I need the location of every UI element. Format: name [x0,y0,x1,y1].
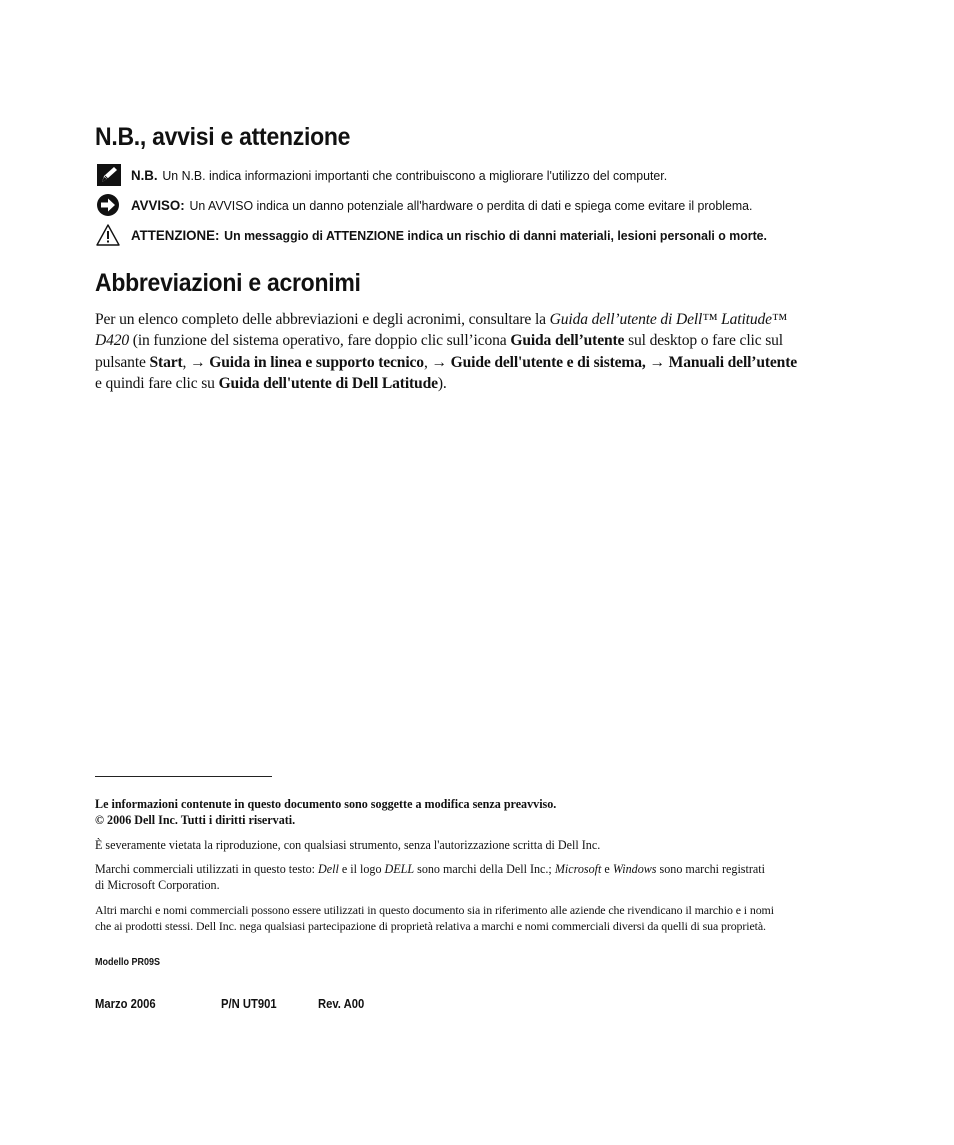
abbreviations-heading: Abbreviazioni e acronimi [95,269,361,297]
other-marks-line: che ai prodotti stessi. Dell Inc. nega qualsiasi partecipazione di proprietà relativa a marchi e nomi commerciali diversi da quelli di sua proprietà. [95,918,766,933]
note-nb-text: Un N.B. indica informazioni importanti che contribuiscono a migliorare l'utilizzo del computer. [162,168,668,183]
note-nb-label: N.B. [131,167,158,183]
text-run: sono marchi della Dell Inc.; [414,862,555,876]
notices-heading: N.B., avvisi e attenzione [95,123,351,151]
text-run: e quindi fare clic su [95,374,219,392]
notice-avviso [96,193,785,217]
reproduction-notice [95,838,895,854]
text-run: ). [437,374,447,392]
paragraph-line [95,309,887,330]
trademark-dell-logo: DELL [384,862,415,876]
user-system-guides-label: Guide dell'utente e di sistema, [450,353,646,371]
caution-attenzione [96,223,800,247]
text-run: pulsante [95,353,150,371]
caution-attenzione-label: ATTENZIONE: [131,227,220,243]
text-run: Marchi commerciali utilizzati in questo testo: [95,862,318,876]
dell-latitude-guide-label: Guida dell'utente di Dell Latitude [218,374,438,392]
start-label: Start [149,353,183,371]
text-run: e il logo [338,862,385,876]
trademarks-line [95,862,895,878]
caution-attenzione-text: Un messaggio di ATTENZIONE indica un rischio di danni materiali, lesioni personali o morte. [224,228,767,243]
abbreviations-paragraph [95,309,887,394]
model-number: Modello PR09S [95,957,161,968]
text-run: , → [182,353,210,371]
model-italic: D420 [95,332,130,350]
text-run: (in funzione del sistema operativo, fare doppio clic sull’icona [129,332,511,350]
text-run: sul desktop o fare clic sul [624,332,783,350]
notice-avviso-text: Un AVVISO indica un danno potenziale all'hardware o perdita di dati e spiega come evitare il problema. [189,198,753,213]
text-run: e [601,862,613,876]
paragraph-line [95,330,887,351]
guide-title-italic: Guida dell’utente di Dell™ Latitude™ [549,311,788,328]
pencil-note-icon [96,163,122,187]
trademark-microsoft: Microsoft [554,862,602,876]
copyright-text: © 2006 Dell Inc. Tutti i diritti riservati. [95,812,296,827]
legal-notice [95,797,895,828]
user-guide-icon-label: Guida dell’utente [510,332,625,350]
arrow-circle-notice-icon [96,193,122,217]
user-manuals-label: Manuali dell’utente [668,353,798,371]
paragraph-line [95,373,887,394]
text-run: , → [423,353,451,371]
other-marks-notice [95,903,895,934]
revision: Rev. A00 [318,997,365,1011]
warning-triangle-icon [96,223,122,247]
notice-avviso-label: AVVISO: [131,197,185,213]
other-marks-line: Altri marchi e nomi commerciali possono essere utilizzati in questo documento sia in riferimento alle aziende che rivendicano il marchio e i nomi [95,903,774,917]
note-nb [96,163,695,187]
trademark-dell: Dell [318,862,339,876]
release-date: Marzo 2006 [95,997,156,1011]
trademark-windows: Windows [612,862,657,876]
trademarks-notice [95,862,895,893]
text-run: Per un elenco completo delle abbreviazioni e degli acronimi, consultare la [95,311,550,328]
help-support-label: Guida in linea e supporto tecnico [209,353,424,371]
paragraph-line [95,352,887,373]
reproduction-text: È severamente vietata la riproduzione, con qualsiasi strumento, senza l'autorizzazione scritta di Dell Inc. [95,838,601,852]
footnote-divider [95,776,272,777]
part-number: P/N UT901 [221,997,277,1011]
text-run: sono marchi registrati [656,862,765,876]
trademarks-line: di Microsoft Corporation. [95,877,220,892]
text-run: → [645,353,669,371]
disclaimer-text: Le informazioni contenute in questo documento sono soggette a modifica senza preavviso. [95,797,557,811]
